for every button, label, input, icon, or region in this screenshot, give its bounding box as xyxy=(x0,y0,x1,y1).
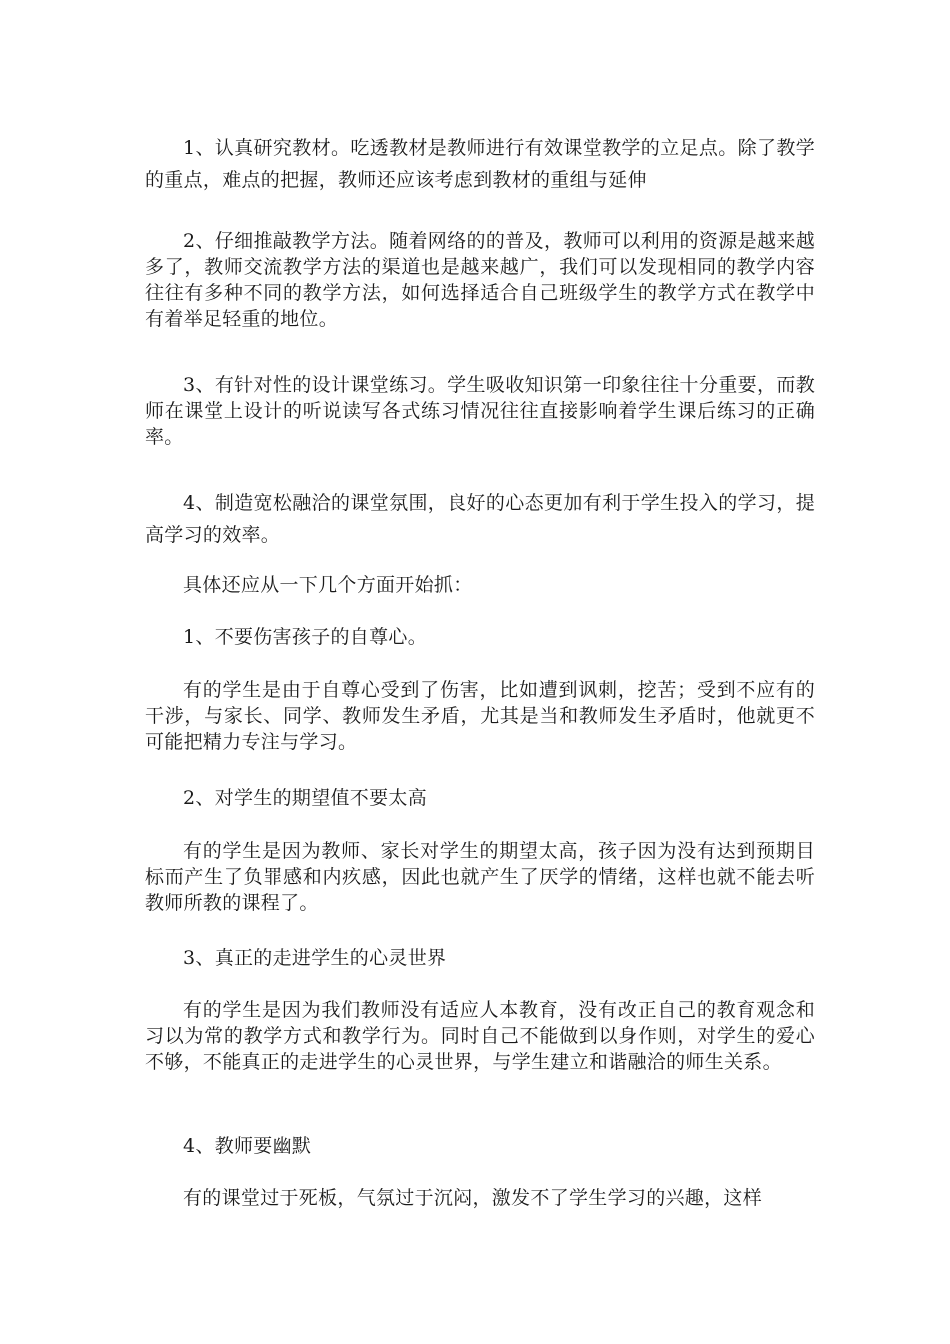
paragraph-student-heart: 有的学生是因为我们教师没有适应人本教育，没有改正自己的教育观念和习以为常的教学方式和教学行为。同时自己不能做到以身作则，对学生的爱心不够，不能真正的走进学生的心灵世界，与学生建立和谐融洽的师生关系。 xyxy=(145,999,815,1073)
heading-expectations: 2、对学生的期望值不要太高 xyxy=(183,787,427,809)
paragraph-classroom-exercises: 3、有针对性的设计课堂练习。学生吸收知识第一印象往往十分重要，而教师在课堂上设计的听说读写各式练习情况往往直接影响着学生课后练习的正确率。 xyxy=(145,374,815,448)
paragraph-self-esteem: 有的学生是由于自尊心受到了伤害，比如遭到讽刺，挖苦；受到不应有的干涉，与家长、同学、教师发生矛盾，尤其是当和教师发生矛盾时，他就更不可能把精力专注与学习。 xyxy=(145,679,815,753)
heading-self-esteem: 1、不要伤害孩子的自尊心。 xyxy=(183,626,427,648)
paragraph-expectations: 有的学生是因为教师、家长对学生的期望太高，孩子因为没有达到预期目标而产生了负罪感和内疚感，因此也就产生了厌学的情绪，这样也就不能去听教师所教的课程了。 xyxy=(145,840,815,914)
paragraph-humor: 有的课堂过于死板，气氛过于沉闷，激发不了学生学习的兴趣，这样 xyxy=(183,1187,763,1209)
heading-humor: 4、教师要幽默 xyxy=(183,1135,312,1157)
paragraph-teaching-methods: 2、仔细推敲教学方法。随着网络的的普及，教师可以利用的资源是越来越多了，教师交流教学方法的渠道也是越来越广，我们可以发现相同的教学内容往往有多种不同的教学方法，如何选择适合自己班级学生的教学方式在教学中有着举足轻重的地位。 xyxy=(145,230,815,330)
paragraph-classroom-atmosphere: 4、制造宽松融洽的课堂氛围，良好的心态更加有利于学生投入的学习，提高学习的效率。 xyxy=(145,492,815,546)
heading-student-heart: 3、真正的走进学生的心灵世界 xyxy=(183,947,447,969)
paragraph-intro-aspects: 具体还应从一下几个方面开始抓： xyxy=(183,574,473,596)
paragraph-study-textbook: 1、认真研究教材。吃透教材是教师进行有效课堂教学的立足点。除了教学的重点，难点的把握，教师还应该考虑到教材的重组与延伸 xyxy=(145,137,815,191)
